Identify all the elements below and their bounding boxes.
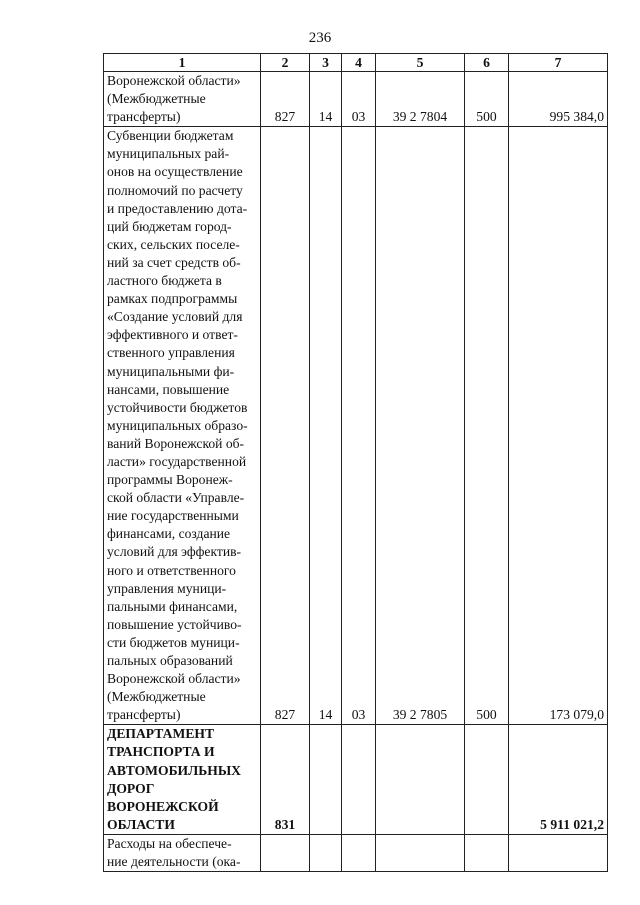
column-header-5: 5 [376, 54, 465, 72]
table-row-department [104, 725, 608, 835]
row-section-code: 14 [310, 127, 342, 725]
row-description: Субвенции бюджетам муниципальных рай- онов на осуществление полномочий по расчету и предоставлению дота- ций бюджетам город- ских, сельских поселе- ний за счет средств об- ластного бюджета в рамках подпрограммы «Создание условий для эффективного и ответ- ственного управления муниципальными фи- нансами, повышение устойчивости бюджетов муниципальных образо- ваний Воронежской об- ласти» государственной программы Воронеж- ской области «Управле- ние государственными финансами, создание условий для эффектив- ного и ответственного управления муници- пальными финансами, повышение устойчиво- сти бюджетов муници- пальных образований Воронежской области» (Межбюджетные трансферты) [104, 127, 261, 725]
row-description: Расходы на обеспече- ние деятельности (ока- [104, 834, 261, 871]
row-target-code [376, 725, 465, 835]
row-description: ДЕПАРТАМЕНТ ТРАНСПОРТА И АВТОМОБИЛЬНЫХ ДОРОГ ВОРОНЕЖСКОЙ ОБЛАСТИ [104, 725, 261, 835]
row-expense-type [465, 834, 509, 871]
page-number: 236 [308, 30, 332, 46]
table-row [104, 834, 608, 871]
row-target-code: 39 2 7805 [376, 127, 465, 725]
row-expense-type [465, 725, 509, 835]
column-header-7: 7 [509, 54, 608, 72]
budget-table [103, 53, 608, 872]
table-header-row [104, 54, 608, 72]
column-header-4: 4 [342, 54, 376, 72]
row-subsection-code [342, 725, 376, 835]
row-expense-type: 500 [465, 72, 509, 127]
table-row [104, 72, 608, 127]
row-subsection-code: 03 [342, 72, 376, 127]
row-ministry-code: 827 [261, 127, 310, 725]
row-expense-type: 500 [465, 127, 509, 725]
row-target-code [376, 834, 465, 871]
row-section-code [310, 725, 342, 835]
row-ministry-code: 831 [261, 725, 310, 835]
column-header-1: 1 [104, 54, 261, 72]
row-ministry-code [261, 834, 310, 871]
row-section-code [310, 834, 342, 871]
column-header-2: 2 [261, 54, 310, 72]
row-target-code: 39 2 7804 [376, 72, 465, 127]
row-subsection-code: 03 [342, 127, 376, 725]
column-header-3: 3 [310, 54, 342, 72]
row-amount: 173 079,0 [509, 127, 608, 725]
row-description: Воронежской области» (Межбюджетные трансферты) [104, 72, 261, 127]
row-amount: 995 384,0 [509, 72, 608, 127]
column-header-6: 6 [465, 54, 509, 72]
row-section-code: 14 [310, 72, 342, 127]
row-subsection-code [342, 834, 376, 871]
table-row [104, 127, 608, 725]
row-amount [509, 834, 608, 871]
row-ministry-code: 827 [261, 72, 310, 127]
row-amount: 5 911 021,2 [509, 725, 608, 835]
